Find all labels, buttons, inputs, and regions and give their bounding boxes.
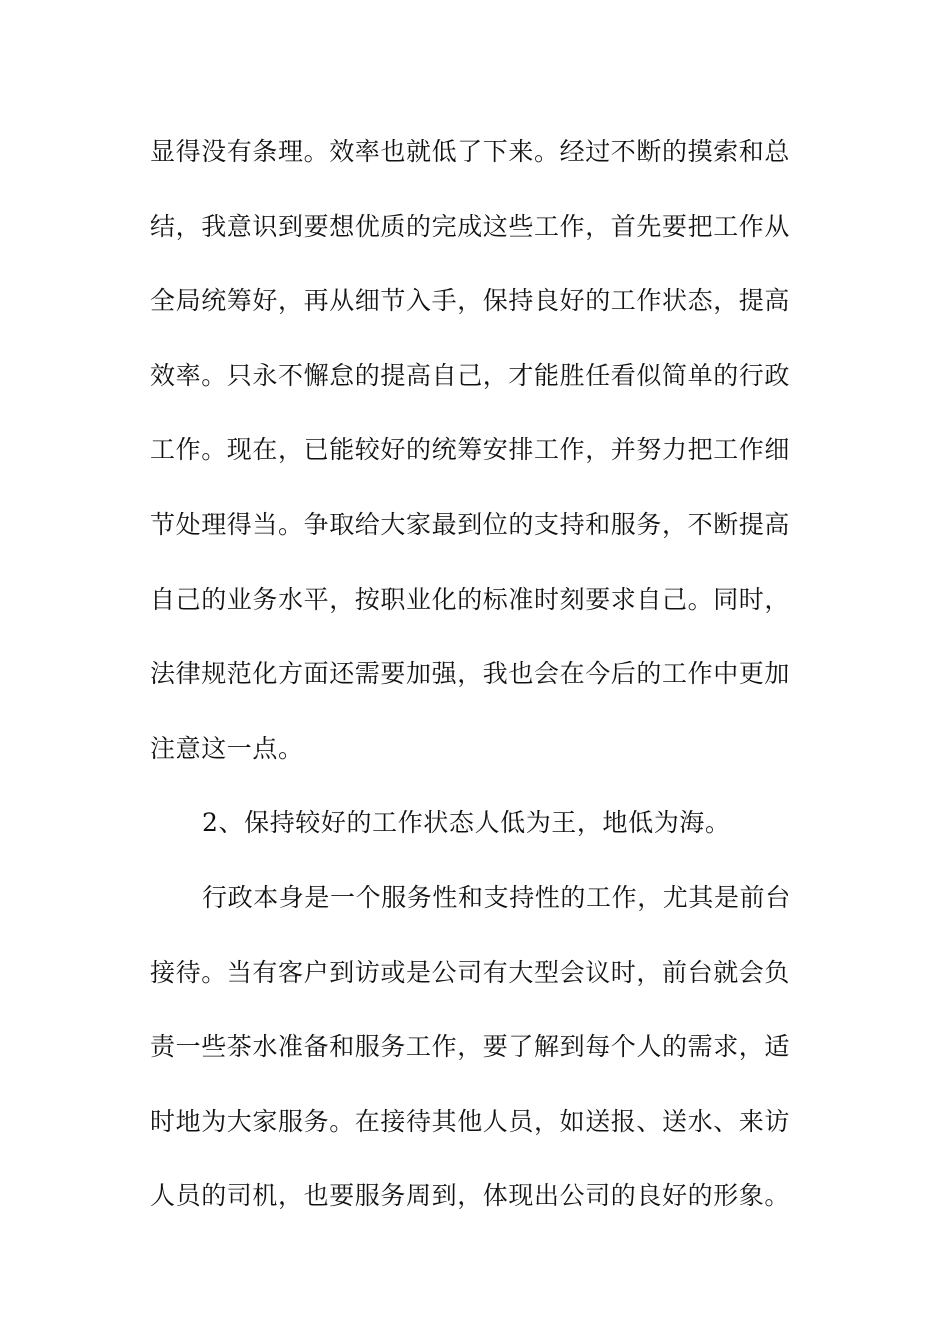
text-line: 注意这一点。 bbox=[150, 733, 304, 763]
text-line: 时地为大家服务。在接待其他人员，如送报、送水、来访 bbox=[150, 1106, 791, 1136]
text-line: 显得没有条理。效率也就低了下来。经过不断的摸索和总 bbox=[150, 137, 791, 166]
text-line: 节处理得当。争取给大家最到位的支持和服务，不断提高 bbox=[150, 509, 791, 539]
text-line: 工作。现在，已能较好的统筹安排工作，并努力把工作细 bbox=[150, 435, 791, 465]
text-line: 行政本身是一个服务性和支持性的工作，尤其是前台 bbox=[202, 882, 791, 912]
text-line: 责一些茶水准备和服务工作，要了解到每个人的需求，适 bbox=[150, 1032, 791, 1062]
text-line: 接待。当有客户到访或是公司有大型会议时，前台就会负 bbox=[150, 957, 791, 987]
section-heading: 2、保持较好的工作状态人低为王，地低为海。 bbox=[202, 808, 731, 838]
text-line: 全局统筹好，再从细节入手，保持良好的工作状态，提高 bbox=[150, 286, 791, 316]
text-line: 结，我意识到要想优质的完成这些工作，首先要把工作从 bbox=[150, 211, 791, 241]
text-line: 自己的业务水平，按职业化的标准时刻要求自己。同时， bbox=[150, 584, 791, 614]
text-line: 人员的司机，也要服务周到，体现出公司的良好的形象。 bbox=[150, 1181, 791, 1211]
text-line: 法律规范化方面还需要加强，我也会在今后的工作中更加 bbox=[150, 659, 791, 689]
text-line: 效率。只永不懈怠的提高自己，才能胜任看似简单的行政 bbox=[150, 360, 791, 390]
body-text bbox=[150, 126, 800, 1245]
